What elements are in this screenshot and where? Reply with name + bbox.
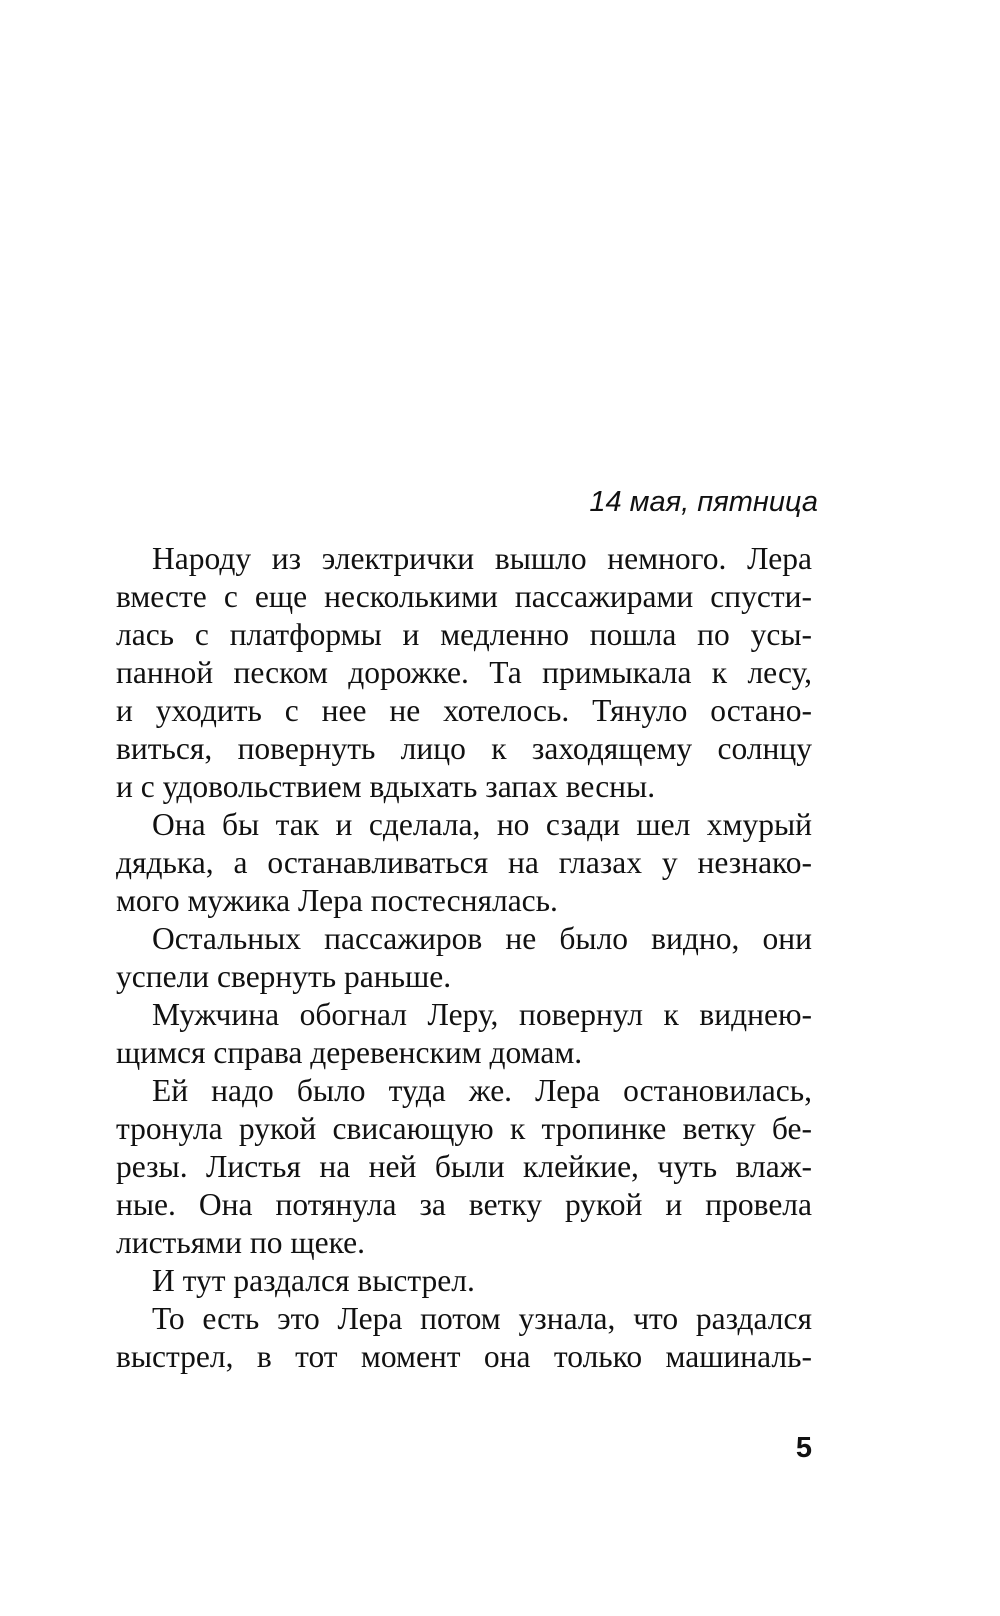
text-line: Мужчина обогнал Леру, повернул к виднею-	[152, 997, 812, 1032]
text-line: листьями по щеке.	[116, 1225, 365, 1260]
body-text	[116, 540, 812, 1376]
text-line: щимся справа деревенским домам.	[116, 1035, 583, 1070]
page-number: 5	[795, 1432, 812, 1464]
text-line: Ей надо было туда же. Лера остановилась,	[152, 1073, 812, 1108]
text-line: лась с платформы и медленно пошла по усы-	[116, 617, 812, 652]
text-line: и уходить с нее не хотелось. Тянуло остано-	[116, 693, 812, 728]
text-line: Остальных пассажиров не было видно, они	[152, 921, 812, 956]
text-line: Народу из электрички вышло немного. Лера	[152, 541, 812, 576]
text-line: и с удовольствием вдыхать запах весны.	[116, 769, 656, 804]
text-line: резы. Листья на ней были клейкие, чуть влаж-	[116, 1149, 812, 1184]
chapter-date-heading: 14 мая, пятница	[589, 486, 818, 518]
text-line: виться, повернуть лицо к заходящему солнцу	[116, 731, 812, 766]
text-line: Она бы так и сделала, но сзади шел хмурый	[152, 807, 812, 842]
text-line: вместе с еще несколькими пассажирами спусти-	[116, 579, 812, 614]
text-line: мого мужика Лера постеснялась.	[116, 883, 558, 918]
text-line: То есть это Лера потом узнала, что раздался	[152, 1301, 812, 1336]
text-line: тронула рукой свисающую к тропинке ветку бе-	[116, 1111, 812, 1146]
text-line: успели свернуть раньше.	[116, 959, 452, 994]
text-line: дядька, а останавливаться на глазах у незнако-	[116, 845, 812, 880]
text-line: И тут раздался выстрел.	[152, 1263, 475, 1298]
text-line: панной песком дорожке. Та примыкала к лесу,	[116, 655, 812, 690]
text-line: ные. Она потянула за ветку рукой и провела	[116, 1187, 812, 1222]
text-line: выстрел, в тот момент она только машиналь-	[116, 1339, 812, 1374]
